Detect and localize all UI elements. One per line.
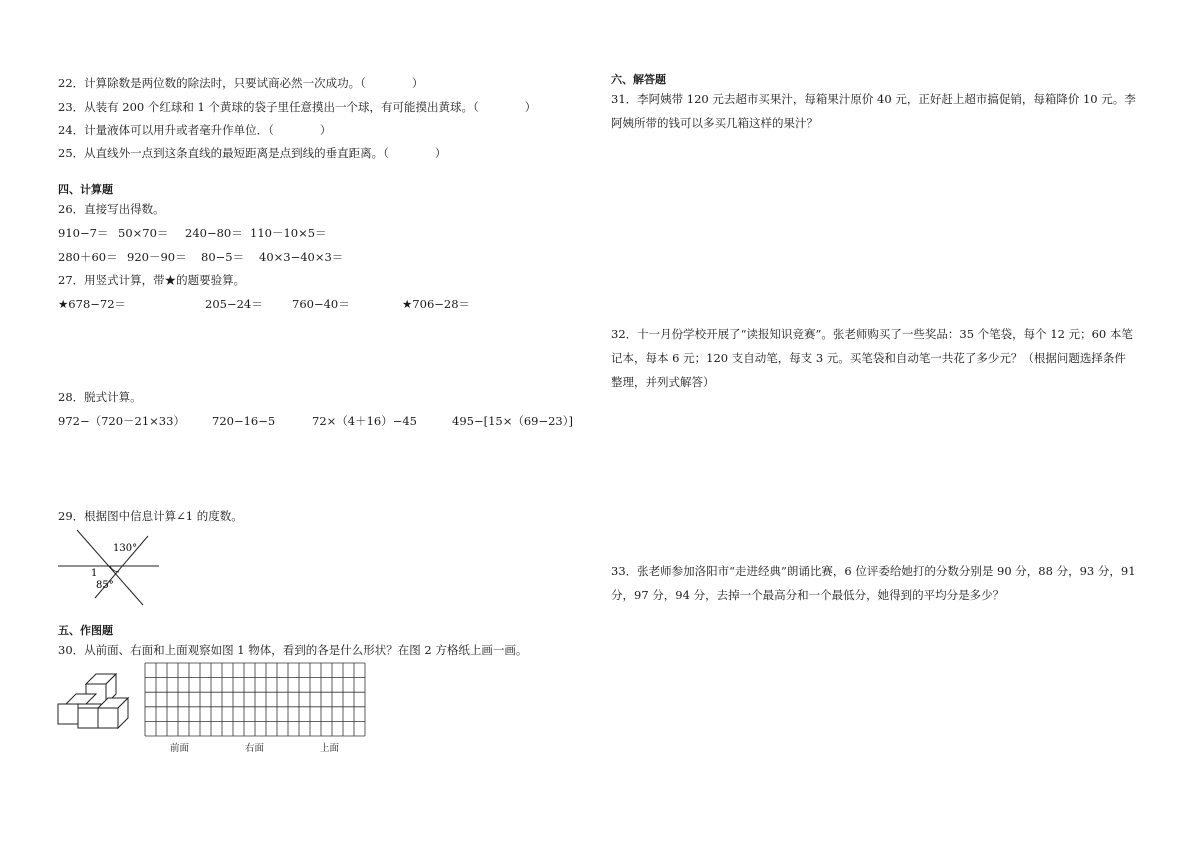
- question-23: 23．从装有 200 个红球和 1 个黄球的袋子里任意摸出一个球，有可能摸出黄球。（ ）: [58, 100, 537, 114]
- question-29: 29．根据图中信息计算∠1 的度数。: [58, 509, 243, 523]
- question-22: 22．计算除数是两位数的除法时，只要试商必然一次成功。（ ）: [58, 76, 424, 90]
- question-33-line2: 分，97 分，94 分，去掉一个最高分和一个最低分，她得到的平均分是多少？: [611, 588, 1005, 602]
- question-33-line1: 33．张老师参加洛阳市“走进经典”朗诵比赛，6 位评委给她打的分数分别是 90 分，88 分，93 分，91: [611, 564, 1136, 578]
- q28-item1: 972−（720－21×33）: [58, 414, 185, 428]
- q28-item2: 720−16−5: [212, 414, 276, 428]
- question-31-line2: 阿姨所带的钱可以多买几箱这样的果汁？: [611, 116, 818, 130]
- q26-row2-item1: 280＋60＝: [58, 250, 118, 264]
- question-30: 30．从前面、右面和上面观察如图 1 物体，看到的各是什么形状？在图 2 方格纸上画一画。: [58, 643, 528, 657]
- question-24: 24．计量液体可以用升或者毫升作单位．（ ）: [58, 123, 332, 137]
- question-32-line1: 32．十一月份学校开展了“读报知识竞赛”。张老师购买了一些奖品：35 个笔袋，每个 12 元；60 本笔: [611, 327, 1133, 341]
- q26-row1-item1: 910−7＝: [58, 226, 109, 240]
- angle-130-label: 130°: [113, 543, 138, 554]
- question-28: 28．脱式计算。: [58, 390, 142, 404]
- diagonal-line-1: [77, 530, 143, 605]
- cube-figure: [56, 672, 132, 736]
- q26-row1-item4: 110－10×5＝: [250, 226, 327, 240]
- grid-label-right: 右面: [245, 743, 265, 754]
- q27-item2: 205−24＝: [205, 297, 263, 311]
- angle-1-label: 1: [91, 568, 98, 579]
- q26-row1-item3: 240−80＝: [185, 226, 243, 240]
- grid-label-front: 前面: [170, 743, 190, 754]
- q26-row1-item2: 50×70＝: [118, 226, 169, 240]
- angle-85-label: 85°: [96, 580, 114, 591]
- question-32-line2: 记本，每本 6 元；120 支自动笔，每支 3 元。买笔袋和自动笔一共花了多少元？（根据问题选择条件: [611, 351, 1126, 365]
- q26-row2-item4: 40×3−40×3＝: [259, 250, 344, 264]
- q26-row2-item3: 80−5＝: [201, 250, 245, 264]
- q27-item4: ★706−28＝: [402, 297, 471, 311]
- q27-item1: ★678−72＝: [58, 297, 127, 311]
- section-heading-drawing: 五、作图题: [58, 624, 113, 637]
- question-31-line1: 31．李阿姨带 120 元去超市买果汁，每箱果汁原价 40 元，正好赶上超市搞促销，每箱降价 10 元。李: [611, 92, 1136, 106]
- grid-paper: [144, 662, 369, 738]
- angle-figure: [55, 528, 165, 608]
- cube-front-3: [98, 708, 118, 728]
- question-27: 27．用竖式计算，带★的题要验算。: [58, 273, 246, 287]
- q26-row2-item2: 920－90＝: [127, 250, 187, 264]
- q28-item3: 72×（4＋16）−45: [312, 414, 417, 428]
- question-32-line3: 整理，并列式解答）: [611, 375, 715, 389]
- cube-front-1: [58, 704, 78, 724]
- question-26: 26．直接写出得数。: [58, 202, 165, 216]
- section-heading-calculation: 四、计算题: [58, 183, 113, 196]
- question-25: 25．从直线外一点到这条直线的最短距离是点到线的垂直距离。（ ）: [58, 146, 447, 160]
- grid-label-top: 上面: [320, 743, 340, 754]
- q27-item3: 760−40＝: [292, 297, 350, 311]
- section-heading-solutions: 六、解答题: [611, 73, 666, 86]
- cube-front-2: [78, 708, 98, 728]
- q28-item4: 495−[15×（69−23）]: [452, 414, 573, 428]
